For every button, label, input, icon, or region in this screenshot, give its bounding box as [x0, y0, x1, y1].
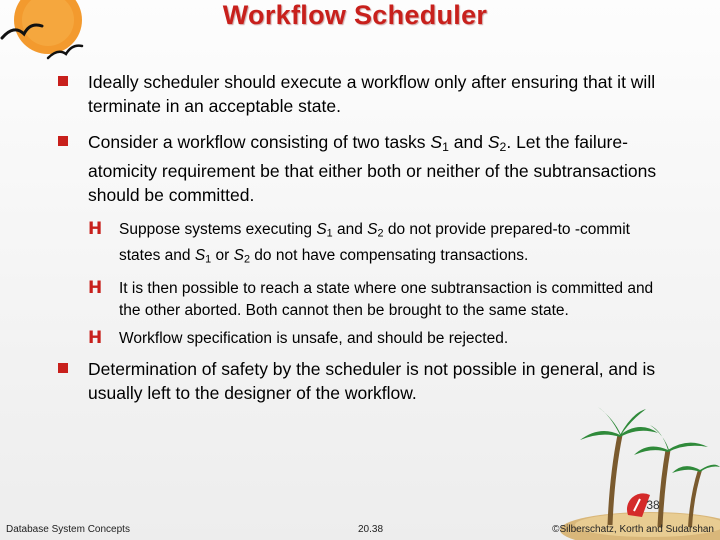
bullet-text: Determination of safety by the scheduler is not possible in general, and is usually left to the designer of the workflow. [88, 358, 656, 403]
footer-right: ©Silberschatz, Korth and Sudarshan [552, 524, 714, 535]
bullet-item [58, 70, 658, 118]
bullet-text: Ideally scheduler should execute a workflow only after ensuring that it will terminate in an acceptable state. [88, 72, 656, 116]
sub-bullet-item [88, 328, 658, 350]
slide-title: Workflow Scheduler [222, 0, 488, 30]
sub-bullet-item [88, 278, 658, 321]
sub-bullet-icon: H [88, 219, 103, 240]
island-palm-decoration [550, 395, 720, 540]
sub-bullet-icon: H [88, 328, 103, 349]
bullet-item [58, 130, 658, 207]
square-bullet-icon [58, 76, 68, 86]
page-number: 38 [646, 498, 660, 512]
bullet-list [58, 70, 658, 417]
sub-bullet-icon: H [88, 278, 103, 299]
sub-bullet-item [88, 219, 658, 271]
bullet-text: Consider a workflow consisting of two tasks $S_1$ and $S_2$. Let the failure-atomicity requirement be that either both or neither of the subtransactions should be committed. [88, 132, 657, 206]
sub-bullet-text: It is then possible to reach a state where one subtransaction is committed and the other aborted. Both cannot then be brought to the same state. [119, 280, 654, 319]
sub-bullet-text: Workflow specification is unsafe, and should be rejected. [119, 330, 509, 348]
sub-bullet-text: Suppose systems executing $S_1$ and $S_2$ do not provide prepared-to -commit states and $S_1$ or $S_2$ do not have compensating transactions. [119, 221, 630, 266]
footer-left: Database System Concepts [6, 524, 130, 535]
footer-center: 20.38 [358, 524, 384, 535]
square-bullet-icon [58, 363, 68, 373]
square-bullet-icon [58, 136, 68, 146]
